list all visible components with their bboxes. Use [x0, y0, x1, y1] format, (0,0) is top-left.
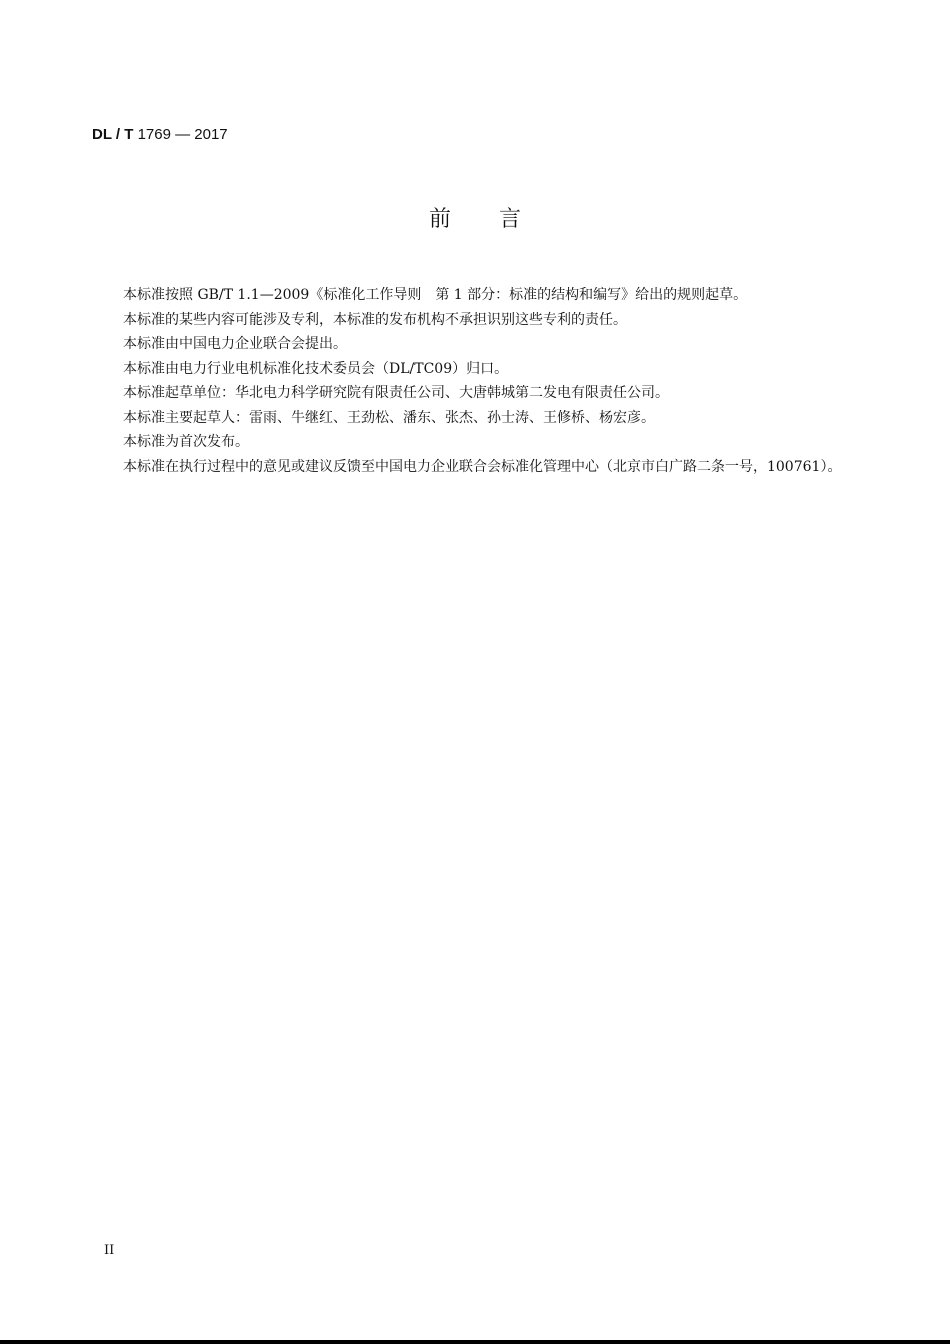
paragraph-drafting-rules: 本标准按照 GB/T 1.1—2009《标准化工作导则 第 1 部分：标准的结构和编写》给出的规则起草。 [123, 287, 748, 303]
paragraph-feedback: 本标准在执行过程中的意见或建议反馈至中国电力企业联合会标准化管理中心（北京市白广路二条一号，100761）。 [123, 458, 842, 475]
preface-body [92, 283, 842, 479]
paragraph-drafting-units: 本标准起草单位：华北电力科学研究院有限责任公司、大唐韩城第二发电有限责任公司。 [123, 385, 669, 401]
bottom-border [0, 1340, 950, 1344]
standard-code-number: 1769 — 2017 [137, 126, 228, 143]
standard-code-prefix: DL / T [92, 126, 134, 143]
paragraph-proposer: 本标准由中国电力企业联合会提出。 [123, 336, 347, 352]
paragraph-patent-notice: 本标准的某些内容可能涉及专利，本标准的发布机构不承担识别这些专利的责任。 [123, 311, 627, 328]
page-title: 前言 [428, 207, 569, 232]
page-number: II [104, 1243, 115, 1258]
paragraph-committee: 本标准由电力行业电机标准化技术委员会（DL/TC09）归口。 [123, 360, 509, 377]
paragraph-drafters: 本标准主要起草人：雷雨、牛继红、王劲松、潘东、张杰、孙士涛、王修桥、杨宏彦。 [123, 409, 655, 426]
paragraph-first-release: 本标准为首次发布。 [123, 434, 249, 450]
standard-code [92, 125, 228, 145]
